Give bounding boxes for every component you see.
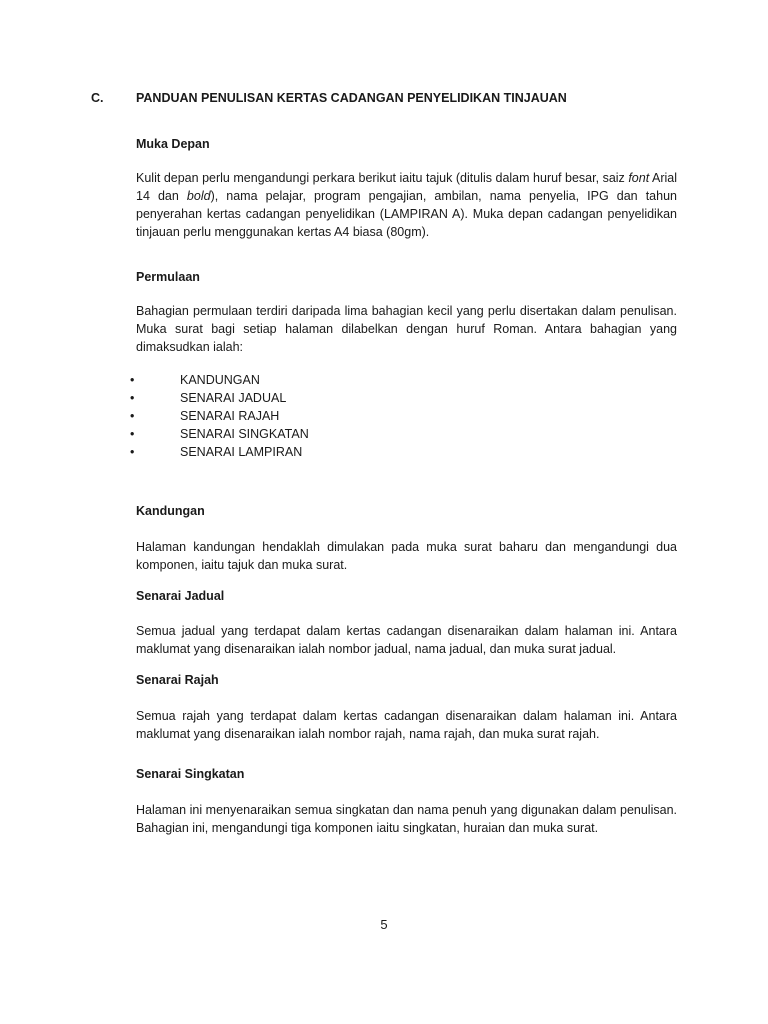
list-item: [130, 443, 309, 461]
section-title: PANDUAN PENULISAN KERTAS CADANGAN PENYELIDIKAN TINJAUAN: [136, 91, 567, 105]
muka-depan-text-3: ), nama pelajar, program pengajian, ambilan, nama penyelia, IPG dan tahun penyerahan kertas cadangan penyelidikan (LAMPIRAN A). Muka depan cadangan penyelidikan tinjauan perlu menggunakan kertas A4 biasa (80gm).: [136, 189, 677, 239]
bullet-icon: •: [130, 445, 135, 459]
bullet-icon: •: [130, 409, 135, 423]
senarai-jadual-heading: Senarai Jadual: [136, 589, 225, 603]
muka-depan-em-font: font: [628, 171, 650, 185]
page-number: 5: [380, 917, 388, 932]
list-item-label: SENARAI LAMPIRAN: [180, 445, 303, 459]
list-item: [130, 371, 309, 389]
section-letter: C.: [91, 91, 104, 105]
list-item-label: SENARAI SINGKATAN: [180, 427, 309, 441]
list-item-label: SENARAI JADUAL: [180, 391, 287, 405]
kandungan-heading: Kandungan: [136, 504, 205, 518]
senarai-rajah-heading: Senarai Rajah: [136, 673, 219, 687]
list-item: [130, 407, 309, 425]
senarai-singkatan-heading: Senarai Singkatan: [136, 767, 245, 781]
list-item-label: SENARAI RAJAH: [180, 409, 280, 423]
senarai-rajah-paragraph: Semua rajah yang terdapat dalam kertas cadangan disenaraikan dalam halaman ini. Antara maklumat yang disenaraikan ialah nombor rajah, nama rajah, dan muka surat rajah.: [136, 709, 677, 741]
muka-depan-paragraph: [136, 169, 677, 241]
muka-depan-text-2: Arial 14 dan: [136, 171, 677, 203]
muka-depan-text-1: Kulit depan perlu mengandungi perkara berikut iaitu tajuk (ditulis dalam huruf besar, saiz: [136, 171, 629, 185]
muka-depan-heading: Muka Depan: [136, 137, 210, 151]
list-item-label: KANDUNGAN: [180, 373, 260, 387]
bullet-icon: •: [130, 391, 135, 405]
muka-depan-em-bold: bold: [186, 189, 211, 203]
list-item: [130, 389, 309, 407]
kandungan-paragraph: Halaman kandungan hendaklah dimulakan pada muka surat baharu dan mengandungi dua komponen, iaitu tajuk dan muka surat.: [136, 540, 677, 572]
senarai-singkatan-paragraph: Halaman ini menyenaraikan semua singkatan dan nama penuh yang digunakan dalam penulisan. Bahagian ini, mengandungi tiga komponen iaitu singkatan, huraian dan muka surat.: [136, 803, 677, 835]
permulaan-heading: Permulaan: [136, 270, 200, 284]
permulaan-paragraph: Bahagian permulaan terdiri daripada lima bahagian kecil yang perlu disertakan dalam penulisan. Muka surat bagi setiap halaman dilabelkan dengan huruf Roman. Antara bahagian yang dimaksudkan ialah:: [136, 304, 677, 354]
senarai-jadual-paragraph: Semua jadual yang terdapat dalam kertas cadangan disenaraikan dalam halaman ini. Antara maklumat yang disenaraikan ialah nombor jadual, nama jadual, dan muka surat jadual.: [136, 624, 677, 656]
list-item: [130, 425, 309, 443]
bullet-icon: •: [130, 427, 135, 441]
bullet-icon: •: [130, 373, 135, 387]
permulaan-list: [130, 371, 309, 461]
